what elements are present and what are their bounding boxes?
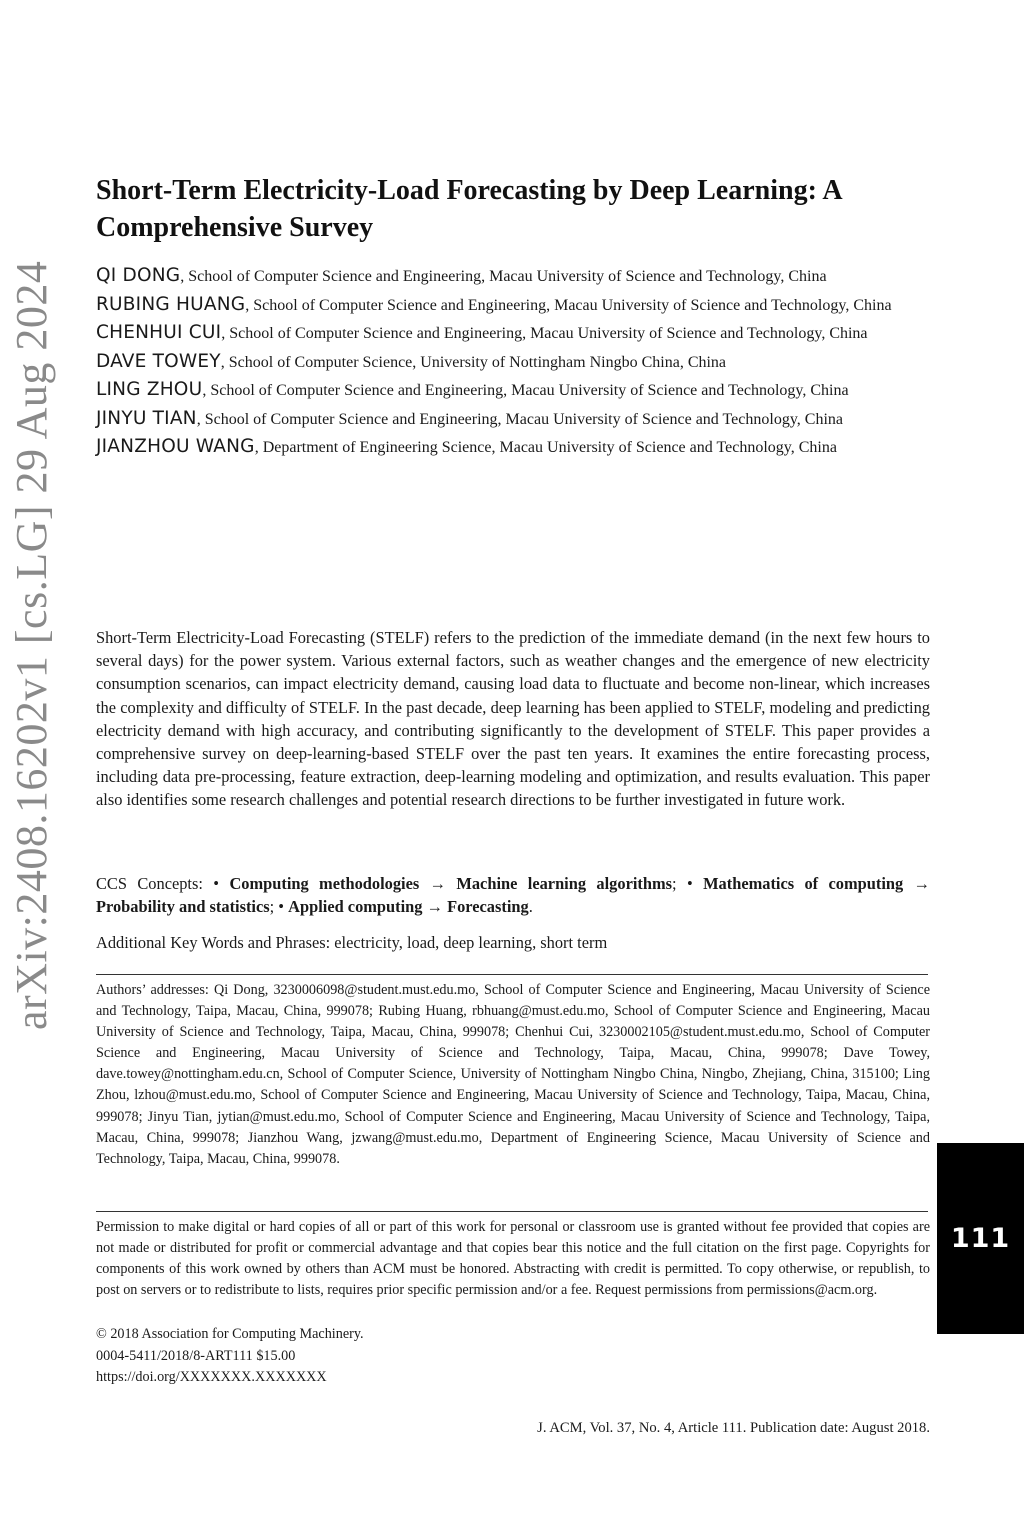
author-name: JINYU TIAN <box>96 407 197 429</box>
paper-title: Short-Term Electricity-Load Forecasting by Deep Learning: A Comprehensive Survey <box>96 175 842 243</box>
keywords: Additional Key Words and Phrases: electricity, load, deep learning, short term <box>96 933 608 952</box>
authors-addresses: Authors’ addresses: Qi Dong, 3230006098@student.must.edu.mo, School of Computer Science and Engineering, Macau University of Science and Technology, Taipa, Macau, China, 999078; Rubing Huang, rbhuang@must.edu.mo, School of Computer Science and Engineering, Macau University of Science and Technology, Taipa, Macau, China, 999078; Chenhui Cui, 3230002105@student.must.edu.mo, School of Computer Science and Engineering, Macau University of Science and Technology, Taipa, Macau, China, 999078; Dave Towey, dave.towey@nottingham.edu.cn, School of Computer Science, University of Nottingham Ningbo China, Ningbo, Zhejiang, China, 315100; Ling Zhou, lzhou@must.edu.mo, School of Computer Science and Engineering, Macau University of Science and Technology, Taipa, Macau, China, 999078; Jinyu Tian, jytian@must.edu.mo, School of Computer Science and Engineering, Macau University of Science and Technology, Taipa, Macau, China, 999078; Jianzhou Wang, jzwang@must.edu.mo, Department of Engineering Science, Macau University of Science and Technology, Taipa, Macau, China, 999078. <box>96 982 930 1167</box>
ccs-term: Applied computing → Forecasting <box>288 897 529 917</box>
ccs-concepts <box>96 872 930 918</box>
author-name: DAVE TOWEY <box>96 350 221 372</box>
ccs-separator: ; • <box>269 897 289 917</box>
article-number-tab <box>937 1143 1024 1334</box>
copyright-line: © 2018 Association for Computing Machinery. <box>96 1326 364 1342</box>
author-entry: JINYU TIAN, School of Computer Science and Engineering, Macau University of Science and Technology, China <box>96 407 843 429</box>
divider <box>96 1211 928 1212</box>
author-list <box>96 262 930 462</box>
author-affiliation: School of Computer Science and Engineering, Macau University of Science and Technology, China <box>253 296 892 314</box>
divider <box>96 974 928 975</box>
author-affiliation: School of Computer Science, University of Nottingham Ningbo China, China <box>228 353 727 371</box>
author-name: LING ZHOU <box>96 379 203 400</box>
ccs-separator: ; • <box>672 874 704 893</box>
issn-line: 0004-5411/2018/8-ART111 $15.00 <box>96 1348 296 1364</box>
author-entry: RUBING HUANG, School of Computer Science and Engineering, Macau University of Science and Technology, China <box>96 293 892 315</box>
ccs-prefix: CCS Concepts: • <box>96 874 230 893</box>
doi-link[interactable]: https://doi.org/XXXXXXX.XXXXXXX <box>96 1369 327 1385</box>
author-entry: CHENHUI CUI, School of Computer Science and Engineering, Macau University of Science and Technology, China <box>96 322 868 343</box>
author-name: RUBING HUANG <box>96 293 246 315</box>
page-footer: J. ACM, Vol. 37, No. 4, Article 111. Publication date: August 2018. <box>537 1420 930 1436</box>
abstract: Short-Term Electricity-Load Forecasting (STELF) refers to the prediction of the immediate demand (in the next few hours to several days) for the power system. Various external factors, such as weather changes and the emergence of new electricity consumption scenarios, can impact electricity demand, causing load data to fluctuate and become non-linear, which increases the complexity and difficulty of STELF. In the past decade, deep learning has been applied to STELF, modeling and predicting electricity demand with high accuracy, and contributing significantly to the development of STELF. This paper provides a comprehensive survey on deep-learning-based STELF over the past ten years. It examines the entire forecasting process, including data pre-processing, feature extraction, deep-learning modeling and optimization, and results evaluation. This paper also identifies some research challenges and potential research directions to be further investigated in future work. <box>96 628 930 810</box>
author-entry: DAVE TOWEY, School of Computer Science, University of Nottingham Ningbo China, China <box>96 350 727 372</box>
ccs-term: Computing methodologies → Machine learning algorithms <box>229 874 673 893</box>
arxiv-stamp: arXiv:2408.16202v1 [cs.LG] 29 Aug 2024 <box>7 260 56 1030</box>
author-entry: QI DONG, School of Computer Science and Engineering, Macau University of Science and Technology, China <box>96 265 827 286</box>
author-affiliation: School of Computer Science and Engineering, Macau University of Science and Technology, China <box>188 268 827 285</box>
author-name: JIANZHOU WANG <box>96 436 255 457</box>
permission-notice: Permission to make digital or hard copies of all or part of this work for personal or classroom use is granted without fee provided that copies are not made or distributed for profit or commercial advantage and that copies bear this notice and the full citation on the first page. Copyrights for components of this work owned by others than ACM must be honored. Abstracting with credit is permitted. To copy otherwise, or republish, to post on servers or to redistribute to lists, requires prior specific permission and/or a fee. Request permissions from permissions@acm.org. <box>96 1219 930 1299</box>
ccs-term: Mathematics of computing → Probability and statistics <box>96 874 930 917</box>
article-number: 111 <box>950 1223 1011 1254</box>
ccs-end: . <box>528 897 533 917</box>
author-name: QI DONG <box>96 265 181 286</box>
author-affiliation: School of Computer Science and Engineering, Macau University of Science and Technology, China <box>204 410 843 428</box>
author-name: CHENHUI CUI <box>96 322 222 343</box>
author-affiliation: School of Computer Science and Engineering, Macau University of Science and Technology, China <box>229 325 868 342</box>
author-entry: JIANZHOU WANG, Department of Engineering Science, Macau University of Science and Technology, China <box>96 436 837 457</box>
author-affiliation: School of Computer Science and Engineering, Macau University of Science and Technology, China <box>210 382 849 399</box>
author-affiliation: Department of Engineering Science, Macau University of Science and Technology, China <box>262 439 837 456</box>
author-entry: LING ZHOU, School of Computer Science and Engineering, Macau University of Science and Technology, China <box>96 379 849 400</box>
